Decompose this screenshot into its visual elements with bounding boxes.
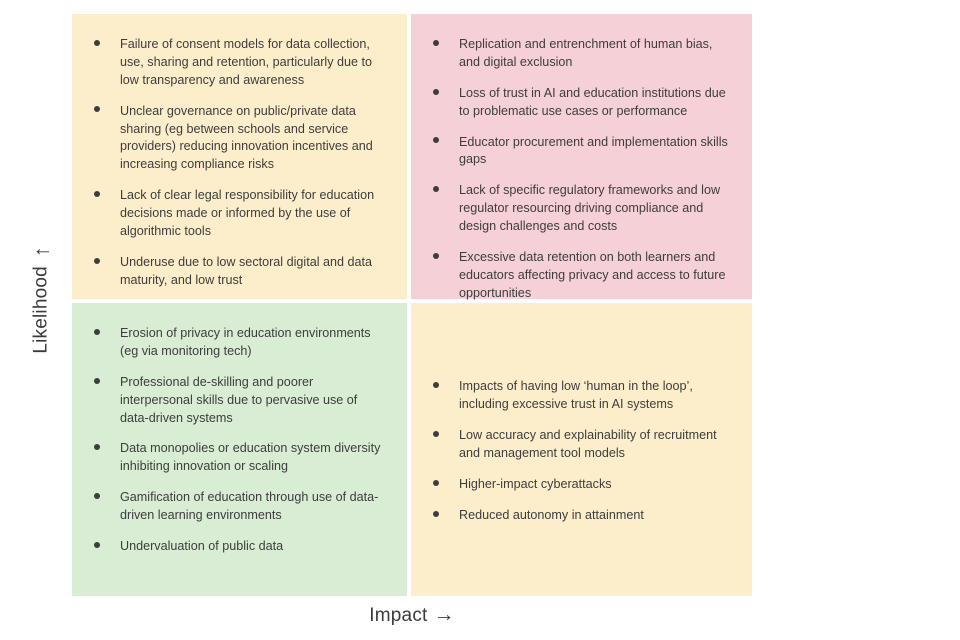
list-item-text: Impacts of having low ‘human in the loop’, including excessive trust in AI systems — [459, 379, 693, 412]
list-item-text: Reduced autonomy in attainment — [459, 507, 644, 522]
list-item-text: Lack of clear legal responsibility for education decisions made or informed by the use of algorithmic tools — [120, 188, 375, 238]
list-item — [433, 36, 732, 72]
list-item-text: Excessive data retention on both learners and educators affecting privacy and access to future opportunities — [459, 249, 726, 300]
right-arrow-icon: → — [433, 603, 455, 626]
bullet-icon — [433, 186, 439, 192]
bullet-icon — [433, 382, 439, 388]
list-item — [433, 507, 729, 525]
quadrant-top-right-list — [433, 36, 732, 303]
list-item-text: Loss of trust in AI and education institutions due to problematic use cases or performance — [459, 85, 726, 118]
x-axis-label — [72, 604, 752, 627]
list-item — [94, 440, 387, 476]
list-item — [433, 249, 732, 303]
list-item-text: Replication and entrenchment of human bias, and digital exclusion — [459, 37, 713, 69]
bullet-icon — [94, 378, 100, 384]
list-item — [94, 187, 387, 241]
y-axis-label — [14, 0, 70, 600]
bullet-icon — [433, 137, 439, 143]
list-item — [94, 325, 387, 361]
list-item-text: Undervaluation of public data — [120, 538, 284, 553]
list-item — [433, 182, 732, 236]
list-item — [433, 427, 729, 463]
list-item — [433, 378, 729, 414]
list-item — [433, 134, 732, 170]
quadrant-top-right — [411, 14, 752, 303]
list-item-text: Erosion of privacy in education environments (eg via monitoring tech) — [120, 326, 371, 358]
list-item — [94, 538, 387, 556]
list-item-text: Failure of consent models for data collection, use, sharing and retention, particularly due to low transparency and awareness — [120, 37, 373, 87]
x-axis-title: Impact — [369, 605, 428, 626]
list-item — [94, 36, 387, 90]
list-item — [94, 374, 387, 428]
list-item — [94, 103, 387, 175]
y-axis-title: Likelihood — [31, 266, 52, 354]
list-item-text: Low accuracy and explainability of recruitment and management tool models — [459, 428, 717, 460]
quadrant-top-left-list — [94, 36, 387, 290]
bullet-icon — [94, 542, 100, 548]
quadrant-bottom-left-list — [94, 325, 387, 556]
bullet-icon — [94, 106, 100, 112]
list-item-text: Higher-impact cyberattacks — [459, 476, 612, 491]
list-item-text: Lack of specific regulatory frameworks and low regulator resourcing driving compliance and design challenges and costs — [459, 183, 721, 233]
list-item — [94, 489, 387, 525]
quadrant-top-left — [72, 14, 411, 303]
bullet-icon — [433, 40, 439, 46]
list-item-text: Data monopolies or education system diversity inhibiting innovation or scaling — [120, 441, 381, 474]
list-item-text: Underuse due to low sectoral digital and data maturity, and low trust — [120, 254, 373, 287]
bullet-icon — [433, 511, 439, 517]
list-item-text: Educator procurement and implementation skills gaps — [459, 134, 728, 167]
list-item-text: Professional de-skilling and poorer interpersonal skills due to pervasive use of data-driven systems — [120, 374, 358, 425]
quadrant-bottom-left — [72, 303, 411, 596]
quadrant-bottom-right-list — [433, 378, 732, 524]
list-item — [433, 85, 732, 121]
bullet-icon — [94, 258, 100, 264]
bullet-icon — [94, 329, 100, 335]
bullet-icon — [94, 191, 100, 197]
list-item-text: Gamification of education through use of data-driven learning environments — [120, 490, 379, 522]
bullet-icon — [94, 444, 100, 450]
bullet-icon — [433, 431, 439, 437]
matrix-grid — [72, 14, 752, 596]
bullet-icon — [94, 493, 100, 499]
bullet-icon — [433, 480, 439, 486]
bullet-icon — [94, 40, 100, 46]
list-item — [433, 476, 729, 494]
bullet-icon — [433, 89, 439, 95]
list-item-text: Unclear governance on public/private data sharing (eg between schools and service providers) reducing innovation incentives and increasing compliance risks — [120, 103, 373, 172]
list-item — [94, 254, 387, 290]
up-arrow-icon: ↑ — [30, 246, 54, 258]
quadrant-bottom-right — [411, 303, 752, 596]
bullet-icon — [433, 253, 439, 259]
